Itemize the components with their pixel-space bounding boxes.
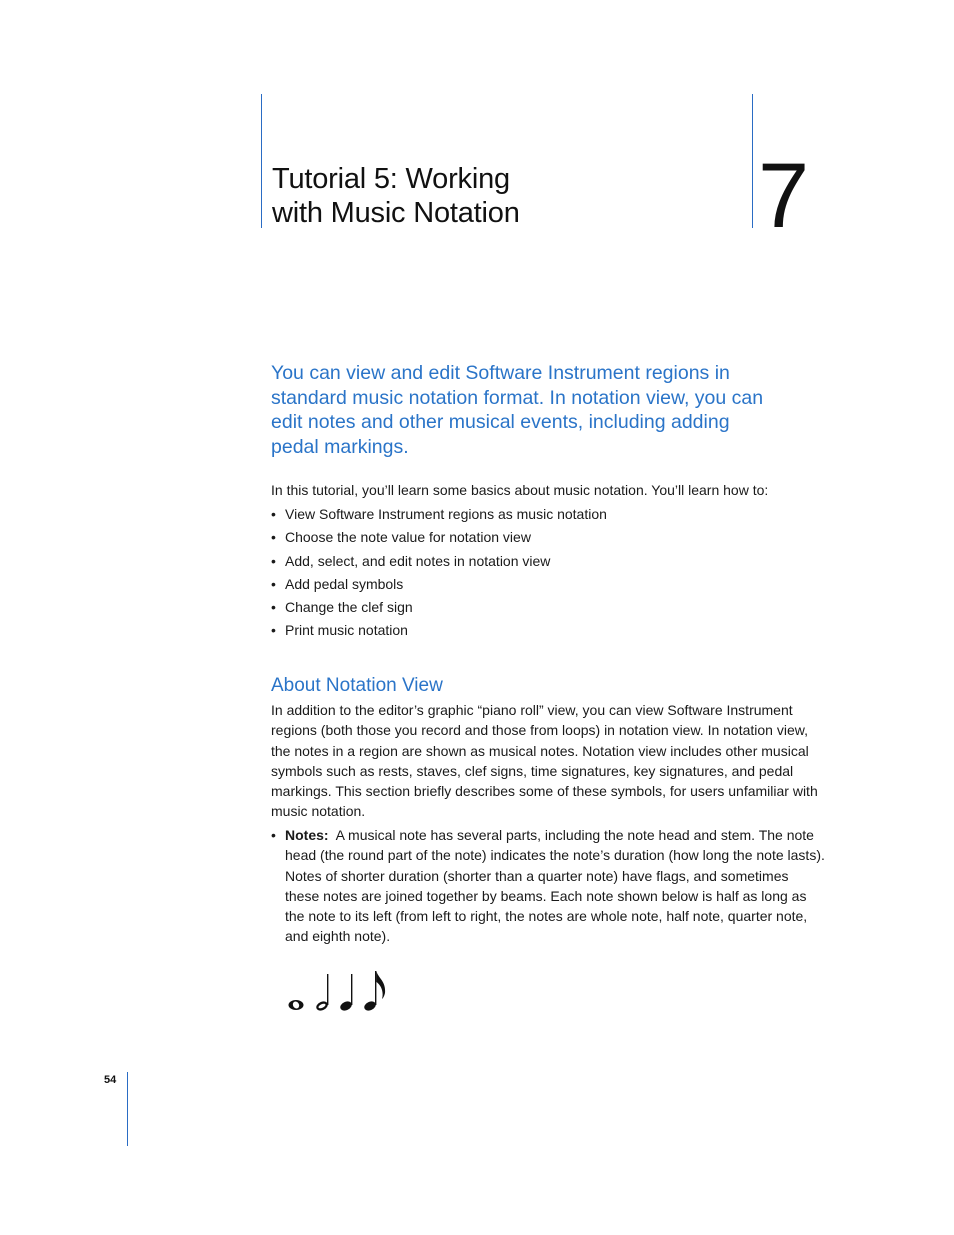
- title-left-rule: [261, 94, 262, 228]
- quarter-note-icon: [339, 974, 353, 1012]
- notes-definition-list: [271, 825, 825, 947]
- notes-description: A musical note has several parts, including the note head and stem. The note head (the round part of the note) indicates the note’s duration (how long the note lasts). Notes of shorter duration (shorter than a quarter note) have flags, and sometimes these notes are joined together by beams. Each note shown below is half as long as the note to its left (from left to right, the notes are whole note, half note, quarter note, and eighth note).: [285, 827, 825, 945]
- notes-term: Notes:: [285, 827, 329, 843]
- list-item: • Change the clef sign: [271, 597, 831, 620]
- note-values-figure: [284, 966, 394, 1016]
- title-right-rule: [752, 94, 753, 228]
- page-number: 54: [104, 1074, 117, 1086]
- chapter-number: 7: [758, 145, 810, 247]
- list-item: • Choose the note value for notation view: [271, 527, 831, 550]
- section-heading: About Notation View: [271, 675, 443, 696]
- objectives-list: [271, 504, 831, 644]
- chapter-intro: You can view and edit Software Instrument regions in standard music notation format. In notation view, you can edit notes and other musical events, including adding pedal markings.: [271, 362, 764, 458]
- objectives-lead: In this tutorial, you’ll learn some basics about music notation. You’ll learn how to:: [271, 482, 769, 498]
- half-note-icon: [315, 974, 329, 1012]
- eighth-note-icon: [363, 971, 385, 1012]
- section-paragraph: In addition to the editor’s graphic “piano roll” view, you can view Software Instrument regions (both those you record and those from loops) in notation view. In notation view, the notes in a region are shown as musical notes. Notation view includes other musical symbols such as rests, staves, clef signs, time signatures, key signatures, and pedal markings. This section briefly describes some of these symbols, for users unfamiliar with music notation.: [271, 702, 818, 820]
- notes-definition-item: [271, 825, 825, 947]
- page-number-rule: [127, 1072, 128, 1146]
- list-item: • Print music notation: [271, 620, 831, 643]
- list-item: • View Software Instrument regions as music notation: [271, 504, 831, 527]
- chapter-title-line-2: with Music Notation: [272, 197, 520, 229]
- list-item: • Add, select, and edit notes in notation view: [271, 551, 831, 574]
- whole-note-icon: [289, 1000, 304, 1010]
- chapter-title-line-1: Tutorial 5: Working: [272, 163, 510, 195]
- list-item: • Add pedal symbols: [271, 574, 831, 597]
- chapter-title: [272, 162, 692, 230]
